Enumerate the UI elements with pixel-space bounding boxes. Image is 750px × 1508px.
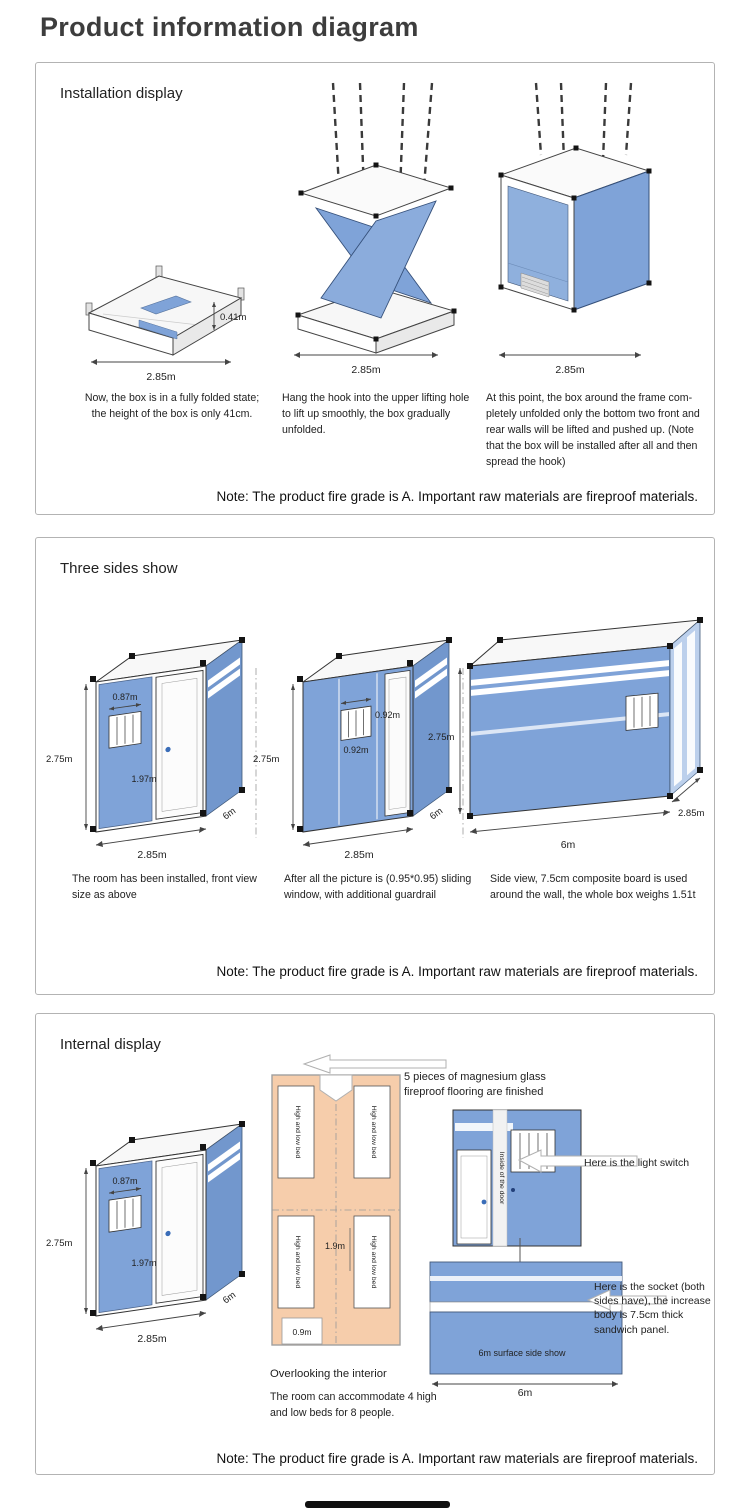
width-label: 2.85m: [137, 1333, 167, 1345]
floor-plan-diagram: [268, 1066, 408, 1356]
end-wall: [670, 620, 700, 796]
height-label: 2.75m: [46, 754, 73, 765]
overlook-caption: Overlooking the interior: [270, 1368, 387, 1380]
page-title: Product information diagram: [40, 12, 419, 42]
step3-width-label: 2.85m: [555, 364, 585, 376]
length-label: 6m: [560, 839, 576, 851]
flooring-note: 5 pieces of magnesium glass fireproof flooring are finished: [404, 1071, 546, 1098]
unfolding-box-diagram: [276, 83, 481, 385]
light-switch-note: Here is the light switch: [584, 1157, 690, 1169]
folded-height-label: 0.41m: [220, 312, 247, 323]
folded-box: [86, 266, 247, 355]
side-view-caption: Side view, 7.5cm composite board is used around the wall, the whole box weighs 1.51t: [490, 873, 696, 901]
depth-label: 6m: [427, 805, 446, 823]
door-height-label: 1.97m: [131, 774, 157, 784]
side-wall: [206, 1124, 242, 1300]
surface-length-label: 6m: [517, 1387, 533, 1399]
fire-note: Note: The product fire grade is A. Important raw materials are fireproof materials.: [216, 964, 698, 979]
capacity-caption: The room can accommodate 4 high and low beds for 8 people.: [270, 1391, 437, 1419]
window-view-caption: After all the picture is (0.95*0.95) sliding window, with additional guardrail: [284, 873, 472, 901]
window-width-label: 0.87m: [112, 1176, 138, 1186]
bed-label: High and low bed: [294, 1105, 301, 1159]
door-wall-diagram: [451, 1106, 641, 1252]
width-dimension: [294, 352, 438, 376]
light-switch-dot: [511, 1188, 515, 1192]
step3-caption: At this point, the box around the frame com- pletely unfolded only the bottom two front and rear walls will be lifted and pushed up. (Note that the box will be installed after all and then spread the hook): [486, 392, 700, 468]
internal-panel: [35, 1013, 715, 1475]
installation-panel: [35, 62, 715, 515]
depth-label: 6m: [220, 1289, 239, 1307]
inside-door-label: Inside of the door: [498, 1151, 505, 1205]
bed-label: High and low bed: [370, 1105, 377, 1159]
door-height-label: 1.97m: [131, 1258, 157, 1268]
bed-label: High and low bed: [370, 1235, 377, 1289]
front-view-caption: The room has been installed, front view size as above: [72, 873, 257, 901]
door-handle: [482, 1200, 487, 1205]
interior-container-diagram: [44, 1100, 264, 1345]
corridor-label: 1.9m: [324, 1241, 346, 1251]
unfolded-box: [499, 146, 652, 313]
lifting-cables-icon: [536, 83, 631, 161]
door: [457, 1150, 491, 1244]
height-label: 2.75m: [46, 1238, 73, 1249]
side-wall: [206, 640, 242, 816]
window-width-label: 0.87m: [112, 692, 138, 702]
width-dimension: [499, 352, 641, 376]
front-wall: [96, 1150, 206, 1316]
side-view-diagram: [428, 616, 723, 856]
installation-heading: Installation display: [60, 85, 183, 102]
door: [156, 1154, 203, 1303]
door: [156, 670, 203, 819]
step2-width-label: 2.85m: [351, 364, 381, 376]
window-width-label: 0.92m: [375, 710, 401, 720]
three-sides-panel: [35, 537, 715, 995]
unfolding-box: [296, 163, 457, 354]
folded-box-diagram: [81, 258, 296, 388]
internal-heading: Internal display: [60, 1036, 161, 1053]
unfolded-box-diagram: [491, 83, 691, 385]
step1-caption: Now, the box is in a fully folded state; the height of the box is only 41cm.: [84, 392, 260, 420]
three-sides-heading: Three sides show: [60, 560, 178, 577]
bed-label: High and low bed: [294, 1235, 301, 1289]
fire-note: Note: The product fire grade is A. Important raw materials are fireproof materials.: [216, 489, 698, 504]
width-label: 2.85m: [344, 849, 374, 861]
socket-note: Here is the socket (both sides have), the increase body is 7.5cm thick sandwich panel.: [594, 1281, 711, 1336]
height-label: 2.75m: [253, 754, 280, 765]
front-wall: [96, 666, 206, 832]
long-wall: [470, 646, 670, 816]
step2-caption: Hang the hook into the upper lifting hole to lift up smoothly, the box gradually unfolded.: [282, 392, 470, 436]
surface-label: 6m surface side show: [478, 1348, 566, 1358]
door-width-label: 0.9m: [292, 1327, 312, 1337]
window-height-label: 0.92m: [343, 745, 369, 755]
fire-note: Note: The product fire grade is A. Important raw materials are fireproof materials.: [216, 1451, 698, 1466]
height-label: 2.75m: [428, 732, 455, 743]
width-label: 2.85m: [137, 849, 167, 861]
front-view-diagram: [44, 616, 264, 861]
depth-label: 2.85m: [678, 808, 705, 819]
width-dimension: [91, 359, 231, 383]
depth-label: 6m: [220, 805, 239, 823]
bottom-partial-bar: [305, 1501, 450, 1508]
folded-width-label: 2.85m: [146, 371, 176, 383]
